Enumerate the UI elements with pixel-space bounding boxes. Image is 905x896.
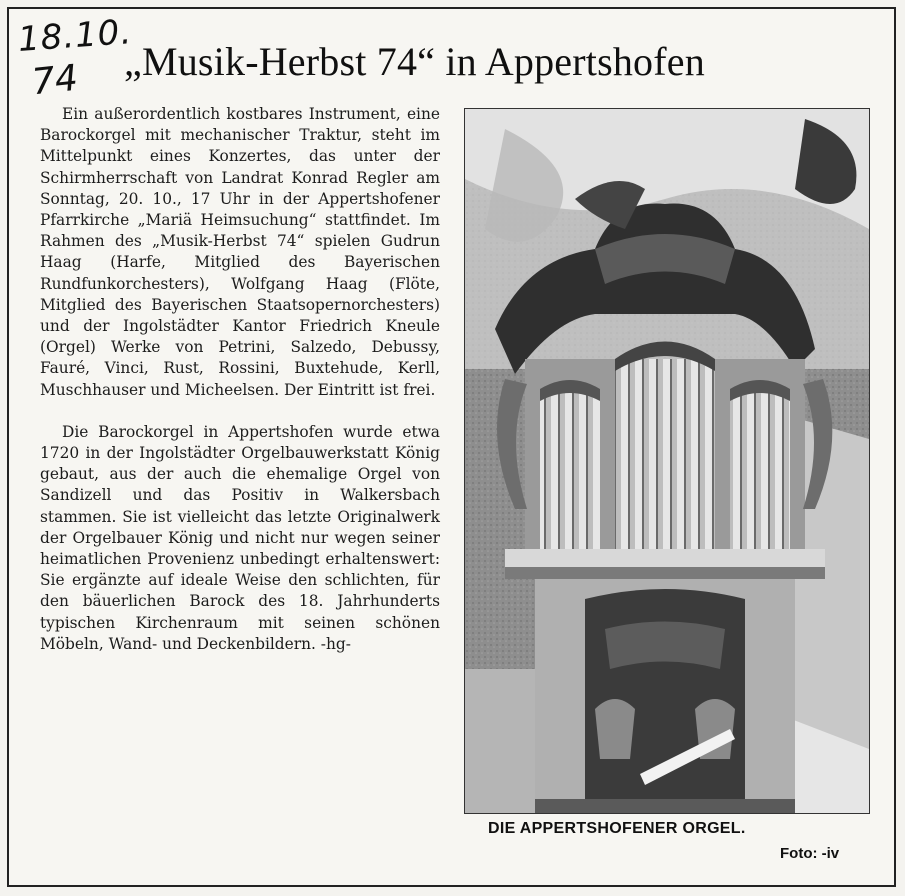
photo-caption: DIE APPERTSHOFENER ORGEL. <box>488 820 746 837</box>
handwritten-date <box>16 12 134 106</box>
article-paragraph-1: Ein außerordentlich kostbares Instrument, eine Barockorgel mit mechanischer Traktur, steht im Mittelpunkt eines Konzertes, das unter der Schirmherrschaft von Landrat Konrad Regler am Sonntag, 20. 10., 17 Uhr in der Appertshofener Pfarrkirche „Mariä Heimsuchung“ stattfindet. Im Rahmen des „Musik-Herbst 74“ spielen Gudrun Haag (Harfe, Mitglied des Bayerischen Rundfunkorchesters), Wolfgang Haag (Flöte, Mitglied des Bayerischen Staatsopernorchesters) und der Ingolstädter Kantor Friedrich Kneule (Orgel) Werke von Petrini, Salzedo, Debussy, Fauré, Vinci, Rust, Rossini, Buxtehude, Kerll, Muschhauser und Micheelsen. Der Eintritt ist frei. <box>40 105 440 399</box>
article-headline: „Musik-Herbst 74“ in Appertshofen <box>124 39 705 84</box>
organ-illustration <box>465 109 869 813</box>
photo-credit: Foto: -iv <box>780 845 840 862</box>
organ-photo <box>464 108 870 814</box>
article-body <box>40 104 440 655</box>
handwritten-date-line2: 74 <box>29 57 80 104</box>
handwritten-date-line1: 18.10. <box>16 12 134 60</box>
article-paragraph-2: Die Barockorgel in Appertshofen wurde etwa 1720 in der Ingolstädter Orgelbauwerkstatt König gebaut, aus der auch die ehemalige Orgel von Sandizell und das Positiv in Walkersbach stammen. Sie ist vielleicht das letzte Originalwerk der Orgelbauer König und nicht nur wegen seiner heimatlichen Provenienz unbedingt erhaltenswert: Sie ergänzte auf ideale Weise den schlichten, für den bäuerlichen Barock des 18. Jahrhunderts typischen Kirchenraum mit seinen schönen Möbeln, Wand- und Deckenbildern. -hg- <box>40 422 440 653</box>
